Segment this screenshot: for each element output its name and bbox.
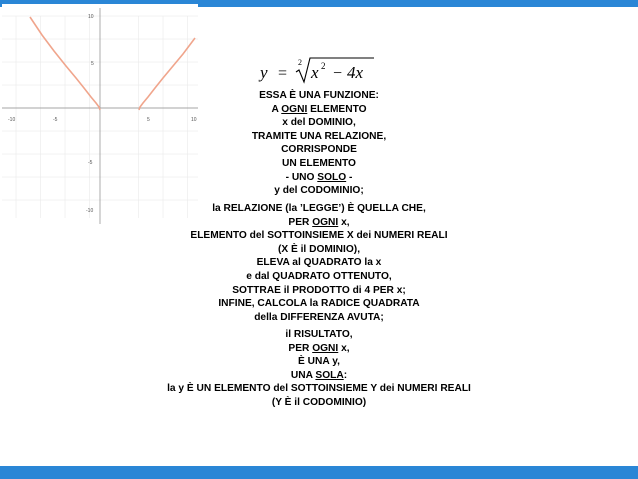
y-tick-label: 10 bbox=[88, 14, 94, 20]
text-line: A OGNI ELEMENTO bbox=[271, 103, 367, 115]
text-line: - UNO SOLO - bbox=[285, 171, 353, 183]
text-line: della DIFFERENZA AVUTA; bbox=[254, 311, 384, 323]
formula-exponent: 2 bbox=[321, 61, 326, 71]
text-line: SOTTRAE il PRODOTTO di 4 PER x; bbox=[232, 284, 406, 296]
text-line: (X È il DOMINIO), bbox=[277, 243, 361, 255]
x-tick-label: -5 bbox=[53, 117, 58, 123]
formula-y: y bbox=[260, 63, 268, 82]
x-tick-label: -10 bbox=[8, 117, 16, 123]
text-line: y del CODOMINIO; bbox=[274, 185, 364, 197]
y-tick-label: -5 bbox=[88, 160, 93, 166]
text-line: UN ELEMENTO bbox=[282, 157, 356, 169]
text-line: PER OGNI x, bbox=[288, 216, 350, 228]
text-line: ELEMENTO del SOTTOINSIEME X dei NUMERI REALI bbox=[190, 230, 448, 242]
result-block bbox=[0, 328, 638, 410]
text-line: CORRISPONDE bbox=[281, 144, 357, 156]
text-line: PER OGNI x, bbox=[288, 342, 350, 354]
y-tick-label: -10 bbox=[86, 208, 94, 214]
underlined-word: OGNI bbox=[281, 103, 308, 115]
text-line: (Y È il CODOMINIO) bbox=[271, 396, 367, 408]
underlined-word: SOLO bbox=[317, 171, 347, 183]
root-index: 2 bbox=[298, 58, 302, 67]
text-line: la RELAZIONE (la ’LEGGE’) È QUELLA CHE, bbox=[212, 203, 426, 214]
text-line: e dal QUADRATO OTTENUTO, bbox=[246, 270, 392, 282]
formula-equals: = bbox=[278, 65, 288, 82]
x-tick-label: 5 bbox=[147, 117, 150, 123]
formula-minus: − bbox=[333, 65, 343, 82]
function-formula bbox=[250, 52, 390, 88]
text-line: INFINE, CALCOLA la RADICE QUADRATA bbox=[218, 298, 420, 310]
text-line: ELEVA al QUADRATO la x bbox=[256, 257, 382, 269]
y-tick-label: 5 bbox=[91, 61, 94, 67]
definition-block bbox=[0, 89, 638, 198]
underlined-word: OGNI bbox=[312, 342, 339, 354]
underlined-word: OGNI bbox=[312, 216, 339, 228]
x-tick-label: 10 bbox=[191, 117, 197, 123]
text-line: il RISULTATO, bbox=[285, 329, 353, 340]
text-line: TRAMITE UNA RELAZIONE, bbox=[251, 130, 387, 142]
underlined-word: SOLA bbox=[315, 369, 344, 381]
bottom-accent-band bbox=[0, 466, 638, 479]
text-line: UNA SOLA: bbox=[290, 369, 348, 381]
formula-four-x: 4x bbox=[347, 63, 364, 82]
text-line: x del DOMINIO, bbox=[282, 117, 356, 129]
text-line: la y È UN ELEMENTO del SOTTOINSIEME Y dei NUMERI REALI bbox=[167, 383, 471, 395]
text-line: È UNA y, bbox=[298, 356, 340, 368]
relation-block bbox=[0, 202, 638, 324]
formula-x: x bbox=[311, 63, 319, 82]
text-line: ESSA È UNA FUNZIONE: bbox=[259, 90, 379, 101]
